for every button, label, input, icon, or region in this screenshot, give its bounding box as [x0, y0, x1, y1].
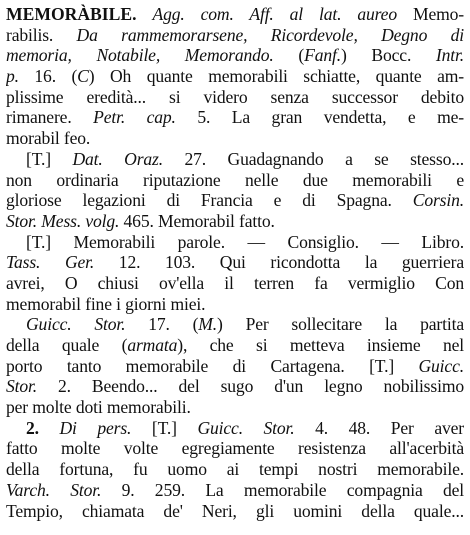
body-text: morabil feo.	[6, 128, 91, 149]
italic-text: C	[77, 66, 89, 87]
entry-line	[6, 170, 464, 191]
body-text: 12. 103. Qui ricondotta la guerriera	[94, 252, 464, 273]
body-text: rimanere.	[6, 107, 94, 128]
entry-line	[6, 190, 464, 211]
entry-line	[6, 356, 464, 377]
entry-line	[6, 273, 464, 294]
entry-line	[6, 211, 464, 232]
entry-line	[6, 294, 464, 315]
body-text: 4. 48. Per aver	[294, 417, 464, 438]
headword: MEMORÀBILE.	[6, 4, 137, 24]
entry-line	[6, 335, 464, 356]
body-text: 5. La gran vendetta, e me-	[175, 107, 464, 128]
body-text: plissime eredità... si videro senza successor debito	[6, 86, 464, 107]
body-text: 9. 259. La memorabile compagnia del	[101, 479, 464, 500]
body-text: 465. Memorabil fatto.	[119, 210, 275, 231]
body-text: 27. Guadagnando a se stesso...	[162, 148, 464, 169]
entry-line	[6, 376, 464, 397]
entry-line	[6, 418, 464, 439]
body-text: fatto molte volte egregiamente resistenza all'acerbità	[6, 438, 464, 459]
body-text: avrei, O chiusi ov'ella il terren fa vermiglio Con	[6, 272, 464, 293]
body-text: 17. (	[125, 314, 199, 335]
body-text: porto tanto memorabile di Cartagena. [T.]	[6, 355, 419, 376]
body-text: Memo-	[396, 4, 464, 24]
italic-text: Tass. Ger.	[6, 252, 95, 273]
body-text: [T.] Memorabili parole. — Consiglio. — Libro.	[26, 231, 464, 252]
body-text: [T.]	[26, 148, 73, 169]
body-text: ) Bocc.	[340, 45, 436, 66]
body-text: ) Oh quante memorabili schiatte, quante am-	[88, 66, 464, 87]
body-text: non ordinaria riputazione nelle due memorabili e	[6, 169, 464, 190]
italic-text: Intr.	[435, 45, 464, 66]
italic-text: memoria, Notabile, Memorando.	[6, 45, 274, 66]
entry-line	[6, 66, 464, 87]
dictionary-entry	[6, 4, 464, 531]
italic-text: Stor.	[6, 376, 38, 397]
italic-text: p.	[6, 66, 19, 87]
entry-line	[6, 314, 464, 335]
entry-line	[6, 459, 464, 480]
italic-text: armata	[127, 335, 178, 355]
entry-line	[6, 501, 464, 522]
body-text: gloriose legazioni di Francia e di Spagna.	[6, 190, 413, 211]
italic-text: Varch. Stor.	[6, 479, 102, 500]
entry-line	[6, 232, 464, 253]
body-text: della fortuna, fu uomo ai tempi nostri memorabile.	[6, 459, 464, 480]
body-text	[137, 4, 153, 24]
sense-number: 2.	[26, 417, 60, 438]
italic-text: Da rammemorarsene, Ricordevole, Degno di	[76, 24, 464, 45]
body-text: [T.]	[131, 417, 198, 438]
body-text: 2. Beendo... del sugo d'un legno nobilissimo	[37, 376, 464, 397]
entry-line	[6, 397, 464, 418]
body-text: Tempio, chiamata de' Neri, gli uomini della quale...	[6, 500, 464, 521]
entry-line	[6, 149, 464, 170]
body-text: ), che si metteva insieme nel	[177, 335, 464, 355]
entry-line	[6, 25, 464, 46]
italic-text: Stor. Mess. volg.	[6, 210, 120, 231]
body-text: rabilis.	[6, 24, 77, 45]
entry-line	[6, 45, 464, 66]
entry-line	[6, 87, 464, 108]
body-text: (	[273, 45, 305, 66]
italic-text: Guicc. Stor.	[197, 417, 295, 438]
entry-line	[6, 480, 464, 501]
entry-line	[6, 438, 464, 459]
italic-text: Corsin.	[412, 190, 464, 211]
italic-text: Petr. cap.	[93, 107, 176, 128]
italic-text: Dat. Oraz.	[72, 148, 163, 169]
body-text: ) Per sollecitare la partita	[217, 314, 464, 335]
entry-line	[6, 128, 464, 149]
italic-text: Guicc.	[418, 355, 464, 376]
italic-text: Agg. com. Aff. al lat. aureo	[152, 4, 397, 24]
entry-line	[6, 4, 464, 25]
italic-text: Guicc. Stor.	[26, 314, 126, 335]
entry-text	[6, 4, 464, 521]
body-text: della quale (	[6, 335, 128, 355]
body-text: per molte doti memorabili.	[6, 397, 191, 418]
italic-text: Fanf.	[304, 45, 341, 66]
italic-text: M.	[198, 314, 218, 335]
entry-line	[6, 252, 464, 273]
body-text: 16. (	[18, 66, 78, 87]
entry-line	[6, 107, 464, 128]
italic-text: Di pers.	[59, 417, 132, 438]
body-text: memorabil fine i giorni miei.	[6, 293, 206, 314]
